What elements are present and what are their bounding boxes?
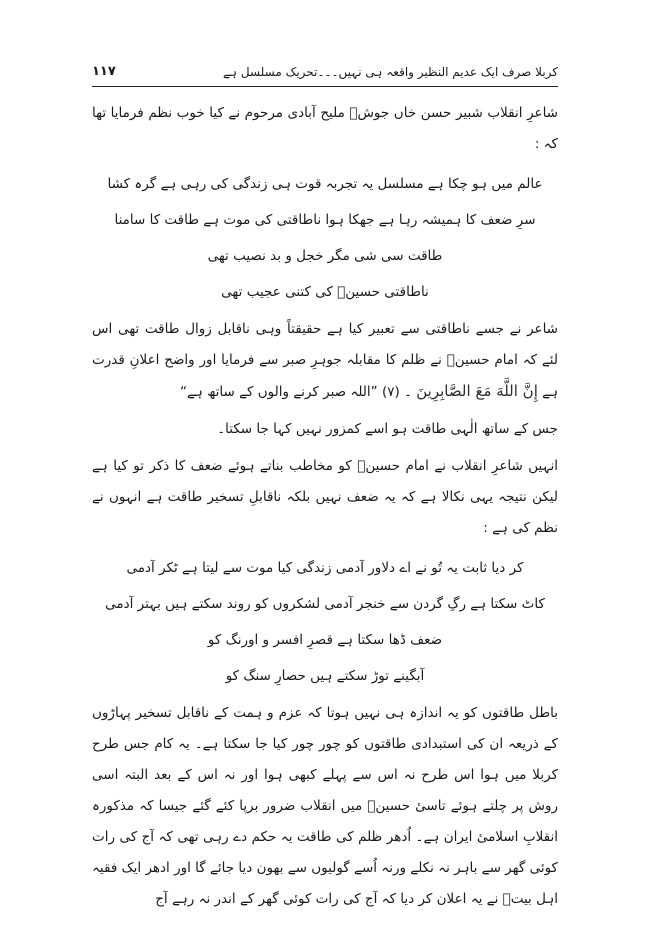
poem-2-line: ضعف ڈھا سکتا ہے قصرِ افسر و اورنگ کو (207, 632, 443, 648)
paragraph-4: باطل طاقتوں کو یہ اندازہ ہی نہیں ہوتا کہ عزم و ہمت کے ناقابل تسخیر پہاڑوں کے ذریعہ ان کی استبدادی طاقتوں کو چور چور کیا جا سکتا ہے۔ یہ کام جس طرح کربلا میں ہوا اس طرح نہ اس سے پہلے کبھی ہوا اور نہ اس کے بعد البتہ اسی روش پر چلتے ہوئے تاسیٔ حسینؑ میں انقلاب ضرور برپا کئے گئے جیسا کہ مذکورہ انقلابِ اسلامیٔ ایران ہے۔ اُدھر ظلم کی طاقت یہ حکم دے رہی تھی کہ آج کی رات کوئی گھر سے باہر نہ نکلے ورنہ اُسے گولیوں سے بھون دیا جائے گا اور ادھر ایک فقیہ اہل بیتؑ نے یہ اعلان کر دیا کہ آج کی رات کوئی گھر کے اندر نہ رہے آج (92, 705, 558, 907)
poem-2-line: کاٹ سکتا ہے رگِ گردن سے خنجر آدمی لشکروں کو روند سکتے ہیں بہتر آدمی (105, 596, 545, 612)
poem-1-line: سرِ ضعف کا ہمیشہ رہا ہے جھکا ہوا ناطاقتی کی موت ہے طاقت کا سامنا (114, 212, 536, 228)
running-header (92, 62, 558, 84)
quran-quote: إِنَّ اللَّهَ مَعَ الصَّابِرِينَ (416, 382, 538, 400)
poem-2-line: کر دیا ثابت یہ تُو نے اے دلاور آدمی زندگی کیا موت سے لیتا ہے ٹکر آدمی (126, 560, 524, 576)
poem-1-line: ناطاقتی حسینؑ کی کتنی عجیب تھی (221, 284, 429, 300)
paragraph-1 (92, 314, 558, 408)
page-body (92, 98, 558, 921)
paragraph-2: جس کے ساتھ الٰہی طاقت ہو اسے کمزور نہیں کہا جا سکتا۔ (217, 421, 558, 437)
poem-1-line: عالم میں ہو چکا ہے مسلسل یہ تجربہ قوت ہی زندگی کی رہی ہے گرہ کشا (107, 176, 543, 192)
poem-1-line: طاقت سی شی مگر خجل و بد نصیب تھی (207, 248, 443, 264)
page-number: ۱۱۷ (92, 64, 116, 79)
running-title: کربلا صرف ایک عدیم النظیر واقعہ ہی نہیں۔۔۔تحریک مسلسل ہے (223, 65, 558, 79)
poem-2 (92, 550, 558, 694)
poem-2-line: آبگینے توڑ سکتے ہیں حصارِ سنگ کو (225, 668, 425, 684)
poem-1 (92, 166, 558, 310)
header-divider (92, 86, 558, 87)
intro-paragraph: شاعرِ انقلاب شبیر حسن خاں جوشؔ ملیح آبادی مرحوم نے کیا خوب نظم فرمایا تھا کہ : (92, 105, 558, 152)
paragraph-3: انہیں شاعرِ انقلاب نے امام حسینؑ کو مخاطب بناتے ہوئے ضعف کا ذکر تو کیا ہے لیکن نتیجہ یہی نکالا ہے کہ یہ ضعف نہیں بلکہ ناقابلِ تسخیر طاقت ہے انہوں نے نظم کی ہے : (92, 458, 558, 536)
paragraph-1-translation: ۔ (۷) ”اللہ صبر کرنے والوں کے ساتھ ہے“ (180, 384, 412, 400)
paragraph-1-text: شاعر نے جسے ناطاقتی سے تعبیر کیا ہے حقیقتاً وہی ناقابل زوال طاقت تھی اس لئے کہ امام حسینؑ نے ظلم کا مقابلہ جوہرِ صبر سے فرمایا اور واضح اعلانِ قدرت ہے (92, 321, 558, 400)
